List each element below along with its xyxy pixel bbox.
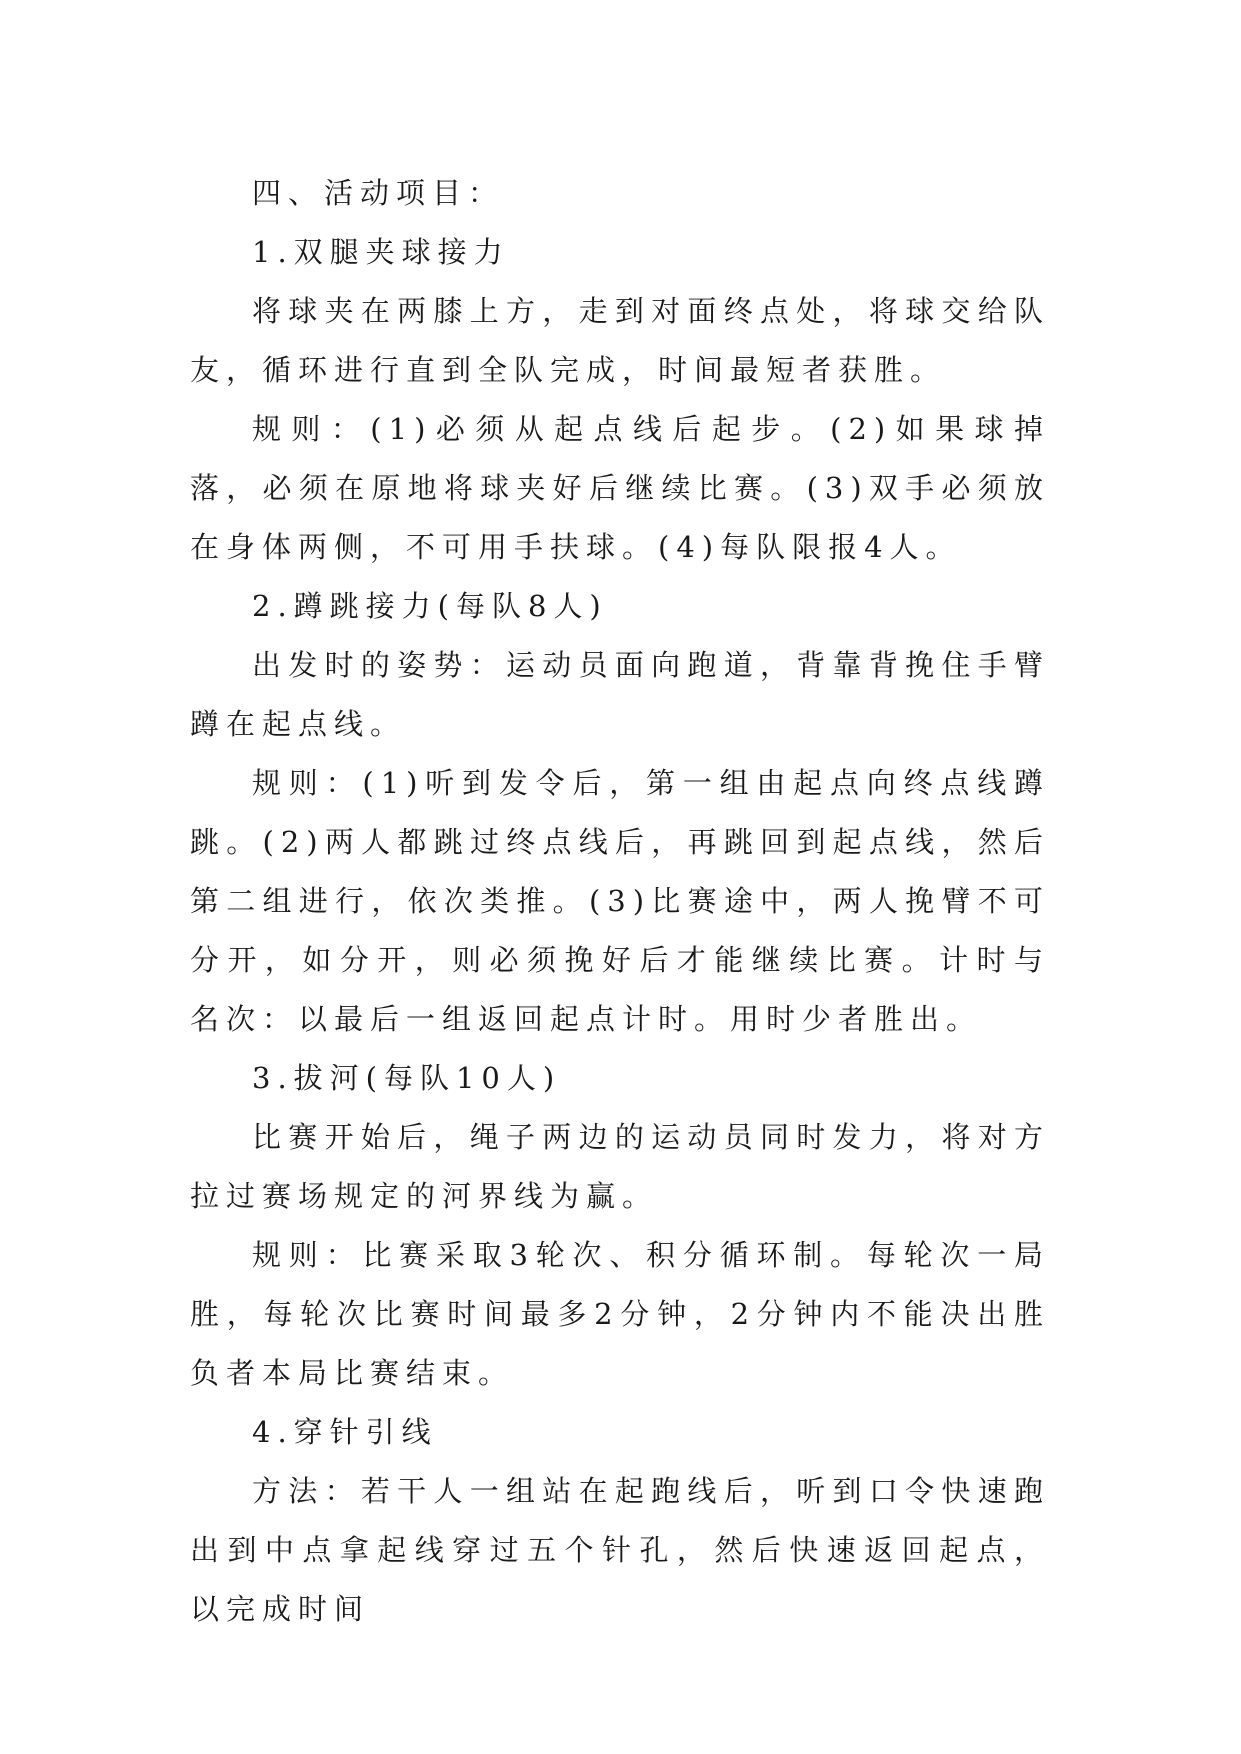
item-rules-3: 规则：比赛采取3轮次、积分循环制。每轮次一局胜，每轮次比赛时间最多2分钟，2分钟内不能决出胜负者本局比赛结束。 xyxy=(190,1238,1050,1390)
item-description-4: 方法：若干人一组站在起跑线后，听到口令快速跑出到中点拿起线穿过五个针孔，然后快速返回起点，以完成时间 xyxy=(190,1474,1050,1626)
item-title-4: 4.穿针引线 xyxy=(252,1415,438,1449)
item-title-1: 1.双腿夹球接力 xyxy=(252,235,510,269)
item-rules-2: 规则：(1)听到发令后，第一组由起点向终点线蹲跳。(2)两人都跳过终点线后，再跳回到起点线，然后第二组进行，依次类推。(3)比赛途中，两人挽臂不可分开，如分开，则必须挽好后才能继续比赛。计时与名次：以最后一组返回起点计时。用时少者胜出。 xyxy=(190,766,1050,1036)
item-description-2: 出发时的姿势：运动员面向跑道，背靠背挽住手臂蹲在起点线。 xyxy=(190,648,1050,741)
item-description-1: 将球夹在两膝上方，走到对面终点处，将球交给队友，循环进行直到全队完成，时间最短者获胜。 xyxy=(190,294,1050,387)
section-heading: 四、活动项目： xyxy=(252,176,505,210)
item-title-3: 3.拔河(每队10人) xyxy=(252,1061,562,1095)
document-body xyxy=(190,164,1050,1639)
item-description-3: 比赛开始后，绳子两边的运动员同时发力，将对方拉过赛场规定的河界线为赢。 xyxy=(190,1120,1050,1213)
item-title-2: 2.蹲跳接力(每队8人) xyxy=(252,589,608,623)
item-rules-1: 规则：(1)必须从起点线后起步。(2)如果球掉落，必须在原地将球夹好后继续比赛。(3)双手必须放在身体两侧，不可用手扶球。(4)每队限报4人。 xyxy=(190,412,1050,564)
